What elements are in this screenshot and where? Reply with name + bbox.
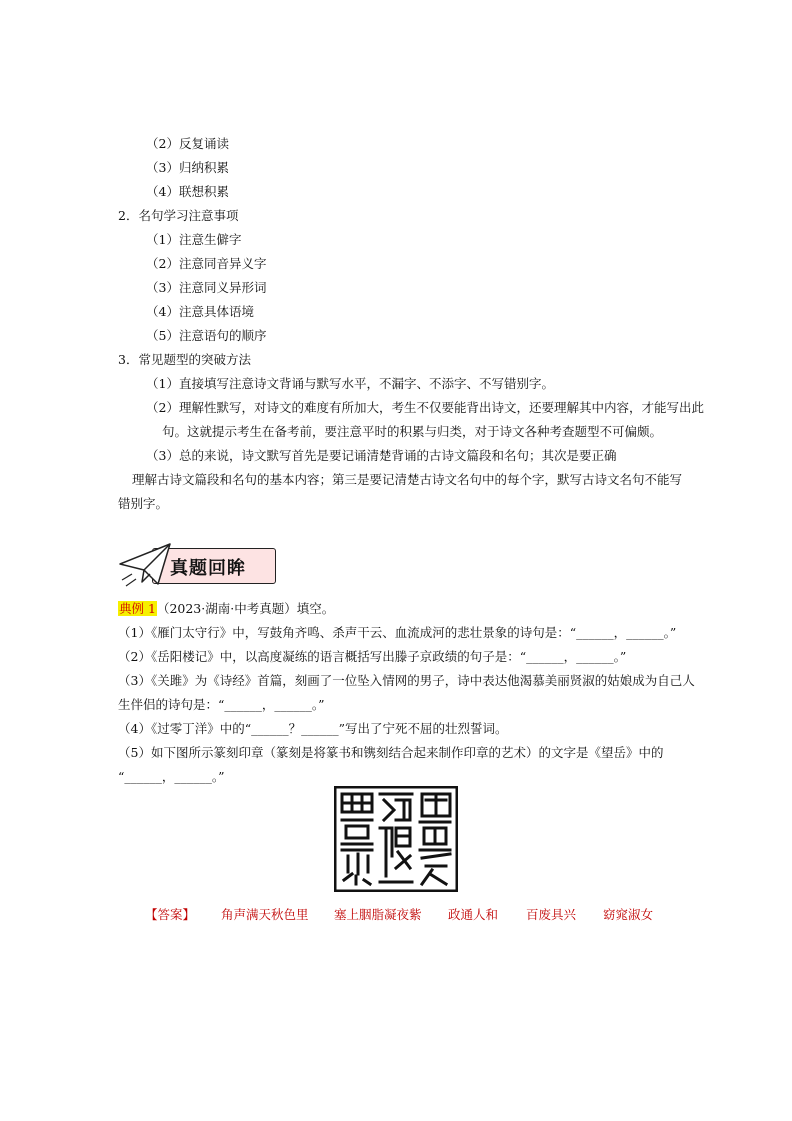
answer-label: 【答案】 [145,907,196,922]
question-4: （4）《过零丁洋》中的“______？______”写出了宁死不屈的壮烈誓词。 [118,721,508,736]
paragraph: （3）总的来说，诗文默写首先是要记诵清楚背诵的古诗文篇段和名句；其次是要正确 [146,448,617,463]
question-2: （2）《岳阳楼记》中，以高度凝练的语言概括写出滕子京政绩的句子是：“______，______。” [118,649,627,664]
example-tag: 典例 1 [119,601,156,616]
seal-image [334,786,458,892]
question-1: （1）《雁门太守行》中，写鼓角齐鸣、杀声干云、血流成河的悲壮景象的诗句是：“______，______。” [118,625,677,640]
question-3: （3）《关雎》为《诗经》首篇，刻画了一位坠入情网的男子，诗中表达他渴慕美丽贤淑的姑娘成为自己人 [118,673,695,688]
example-intro-line [118,601,334,617]
question-5: （5）如下图所示篆刻印章（篆刻是将篆书和镌刻结合起来制作印章的艺术）的文字是《望岳》中的 [118,745,664,760]
answer-item: 窈窕淑女 [603,907,654,922]
paragraph: （2）理解性默写，对诗文的难度有所加大，考生不仅要能背出诗文，还要理解其中内容，才能写出此 [146,400,704,415]
list-item: （1）注意生僻字 [146,232,242,247]
answer-item: 角声满天秋色里 [221,907,309,922]
question-5-cont: “______，______。” [118,769,225,784]
answer-item: 百废具兴 [526,907,577,922]
list-item: （4）联想积累 [146,184,229,199]
list-item: （3）归纳积累 [146,160,229,175]
list-item: （4）注意具体语境 [146,304,254,319]
paragraph: 句。这就提示考生在备考前，要注意平时的积累与归类，对于诗文各种考查题型不可偏颇。 [162,424,663,439]
paragraph: 错别字。 [118,496,169,511]
section-heading: 2．名句学习注意事项 [118,208,239,223]
section-heading: 3．常见题型的突破方法 [118,352,251,367]
list-item: （5）注意语句的顺序 [146,328,267,343]
list-item: （2）注意同音异义字 [146,256,267,271]
list-item: （3）注意同义异形词 [146,280,267,295]
answer-item: 政通人和 [448,907,499,922]
banner-title: 真题回眸 [170,558,246,579]
paper-plane-icon [118,540,178,590]
question-3-cont: 生伴侣的诗句是：“______，______。” [118,697,325,712]
paragraph: 理解古诗文篇段和名句的基本内容；第三是要记清楚古诗文名句中的每个字，默写古诗文名句不能写 [132,472,683,487]
list-item: （2）反复诵读 [146,136,229,151]
section-banner [118,540,278,590]
example-intro: （2023·湖南·中考真题）填空。 [156,601,335,616]
paragraph: （1）直接填写注意诗文背诵与默写水平，不漏字、不添字、不写错别字。 [146,376,554,391]
answer-item: 塞上胭脂凝夜紫 [334,907,422,922]
